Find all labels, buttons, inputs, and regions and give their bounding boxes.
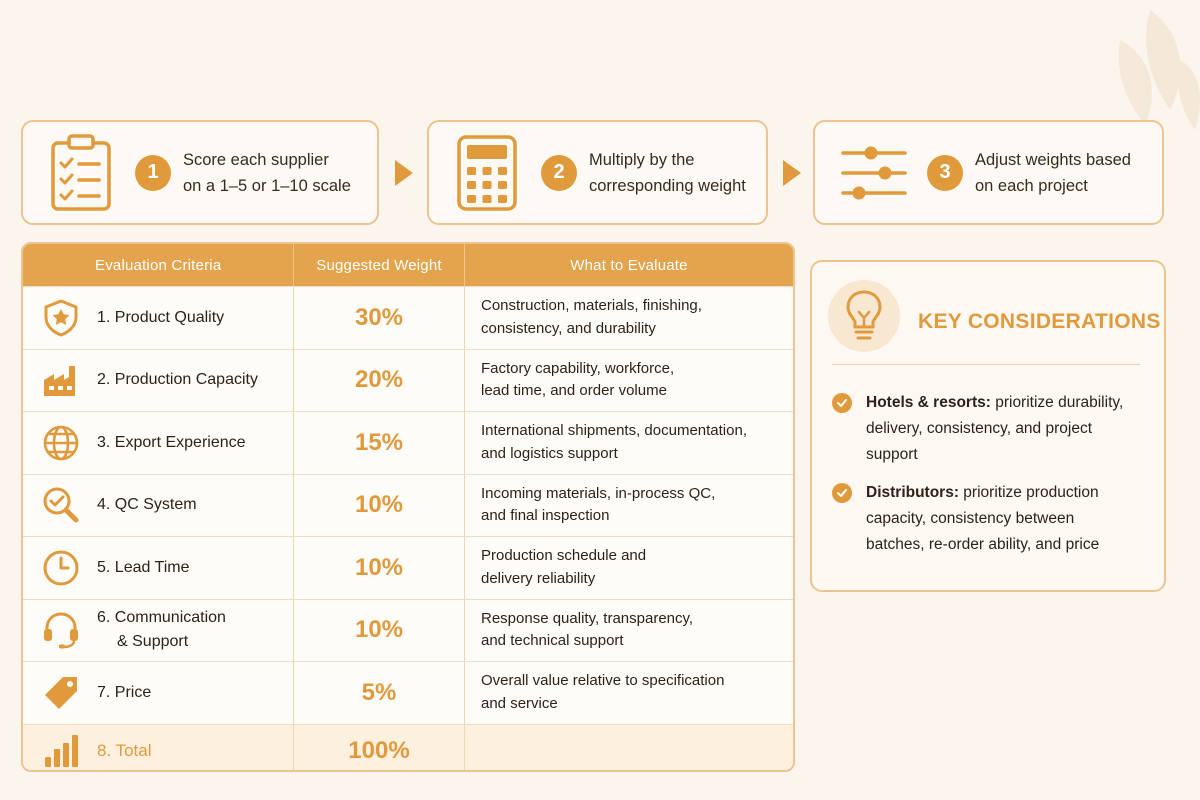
header-weight: Suggested Weight xyxy=(293,244,464,286)
weight-value: 15% xyxy=(293,412,464,474)
evaluate-text xyxy=(464,537,793,599)
shield-star-icon xyxy=(41,298,81,338)
criteria-label: 1. Product Quality xyxy=(97,308,225,326)
criteria-label: 7. Price xyxy=(97,683,152,701)
criteria-label: 2. Production Capacity xyxy=(97,371,258,389)
evaluate-text xyxy=(464,600,793,662)
evaluate-line: and final inspection xyxy=(481,507,610,525)
step-text-line: on a 1–5 or 1–10 scale xyxy=(183,176,351,195)
step-number: 2 xyxy=(541,155,577,191)
header-criteria: Evaluation Criteria xyxy=(95,256,222,274)
evaluate-line: International shipments, documentation, xyxy=(481,422,747,440)
consideration-text xyxy=(866,390,1146,468)
step-text-line: Multiply by the xyxy=(589,150,695,169)
table-row xyxy=(23,349,793,412)
consideration-heading: Distributors: xyxy=(866,484,959,501)
step-3-card xyxy=(813,120,1164,225)
table-row xyxy=(23,474,793,537)
weight-value: 5% xyxy=(293,662,464,724)
key-considerations-card xyxy=(810,260,1166,592)
evaluate-text xyxy=(464,287,793,349)
table-row xyxy=(23,661,793,724)
evaluate-text xyxy=(464,662,793,724)
step-text-line: Adjust weights based xyxy=(975,150,1131,169)
step-description xyxy=(975,147,1131,199)
magnifier-check-icon xyxy=(41,485,81,525)
clipboard-checklist-icon xyxy=(47,133,121,213)
criteria-label: 3. Export Experience xyxy=(97,433,246,451)
table-row xyxy=(23,536,793,599)
arrow-right-icon xyxy=(395,160,413,186)
evaluate-line: and service xyxy=(481,694,558,712)
evaluate-line: Incoming materials, in-process QC, xyxy=(481,484,716,502)
headset-icon xyxy=(41,610,81,650)
consideration-heading: Hotels & resorts: xyxy=(866,394,991,411)
step-1-card xyxy=(21,120,379,225)
key-considerations-title: KEY CONSIDERATIONS xyxy=(918,310,1161,333)
step-number: 3 xyxy=(927,155,963,191)
evaluate-line: Overall value relative to specification xyxy=(481,672,725,690)
criteria-label-line: & Support xyxy=(117,633,189,651)
price-tag-icon xyxy=(41,673,81,713)
weight-value: 10% xyxy=(293,537,464,599)
evaluate-line: lead time, and order volume xyxy=(481,382,667,400)
arrow-right-icon xyxy=(783,160,801,186)
consideration-text xyxy=(866,480,1136,558)
evaluation-table xyxy=(21,242,795,772)
consideration-item xyxy=(832,480,1148,558)
evaluate-line: delivery reliability xyxy=(481,569,596,587)
lightbulb-icon xyxy=(840,288,888,344)
divider xyxy=(832,364,1140,365)
evaluate-text-empty xyxy=(464,725,793,773)
weight-total: 100% xyxy=(293,725,464,773)
table-row xyxy=(23,599,793,662)
consideration-body: prioritize production capacity, consistency between batches, re-order ability, and price xyxy=(866,484,1100,553)
weight-value: 20% xyxy=(293,350,464,412)
step-description xyxy=(183,147,351,199)
table-total-row xyxy=(23,724,793,773)
evaluate-line: Construction, materials, finishing, xyxy=(481,297,702,315)
weight-value: 10% xyxy=(293,600,464,662)
evaluate-line: Production schedule and xyxy=(481,547,647,565)
step-text-line: corresponding weight xyxy=(589,176,746,195)
evaluate-line: Response quality, transparency, xyxy=(481,609,694,627)
calculator-icon xyxy=(453,133,527,213)
evaluate-line: consistency, and durability xyxy=(481,319,656,337)
header-evaluate: What to Evaluate xyxy=(464,244,793,286)
criteria-label: 4. QC System xyxy=(97,496,197,514)
step-description xyxy=(589,147,746,199)
weight-value: 30% xyxy=(293,287,464,349)
factory-icon xyxy=(41,360,81,400)
sliders-icon xyxy=(839,133,913,213)
globe-icon xyxy=(41,423,81,463)
clock-icon xyxy=(41,548,81,588)
criteria-label: 8. Total xyxy=(97,741,152,760)
step-number: 1 xyxy=(135,155,171,191)
criteria-label xyxy=(97,606,226,654)
evaluate-text xyxy=(464,475,793,537)
table-row xyxy=(23,411,793,474)
check-icon xyxy=(832,483,852,503)
evaluate-line: and logistics support xyxy=(481,444,618,462)
step-text-line: Score each supplier xyxy=(183,150,329,169)
evaluate-text xyxy=(464,350,793,412)
evaluate-line: and technical support xyxy=(481,632,624,650)
consideration-body: prioritize durability, delivery, consistency, and project support xyxy=(866,394,1124,463)
check-icon xyxy=(832,393,852,413)
step-2-card xyxy=(427,120,768,225)
step-text-line: on each project xyxy=(975,176,1088,195)
table-row xyxy=(23,286,793,349)
weight-value: 10% xyxy=(293,475,464,537)
evaluate-line: Factory capability, workforce, xyxy=(481,359,675,377)
table-header xyxy=(23,244,793,286)
criteria-label-line: 6. Communication xyxy=(97,609,226,627)
bar-chart-icon xyxy=(41,731,81,771)
criteria-label: 5. Lead Time xyxy=(97,558,190,576)
consideration-item xyxy=(832,390,1148,468)
evaluate-text xyxy=(464,412,793,474)
